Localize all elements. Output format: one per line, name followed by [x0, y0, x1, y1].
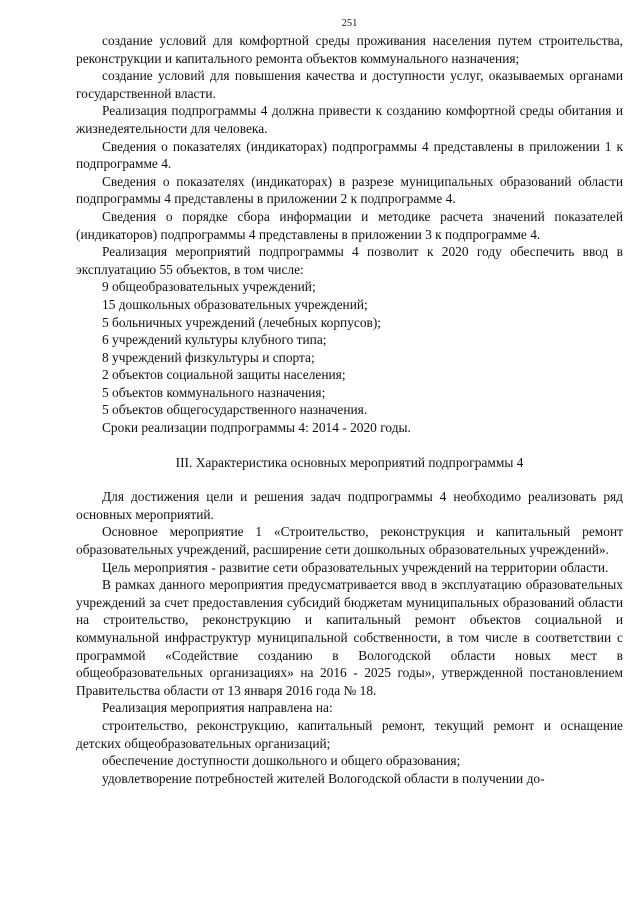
paragraph: Сведения о показателях (индикаторах) в разрезе муниципальных образований области подпрограммы 4 представлены в приложении 2 к подпрограмме 4. — [76, 173, 623, 207]
list-item: 5 больничных учреждений (лечебных корпусов); — [102, 314, 382, 330]
list-item: 8 учреждений физкультуры и спорта; — [102, 349, 315, 365]
list-item: 6 учреждений культуры клубного типа; — [102, 332, 327, 348]
list-item: 5 объектов общегосударственного назначения. — [102, 402, 368, 418]
paragraph: Реализация подпрограммы 4 должна привести к созданию комфортной среды обитания и жизнедеятельности для человека. — [76, 103, 623, 136]
paragraph: Реализация мероприятий подпрограммы 4 позволит к 2020 году обеспечить ввод в эксплуатацию 55 объектов, в том числе: — [76, 244, 623, 277]
objects-list — [76, 278, 623, 436]
paragraph: Реализация мероприятия направлена на: — [102, 700, 333, 716]
paragraph: удовлетворение потребностей жителей Вологодской области в получении до- — [102, 770, 545, 786]
paragraph: обеспечение доступности дошкольного и общего образования; — [102, 753, 461, 769]
list-item: 5 объектов коммунального назначения; — [102, 384, 326, 400]
paragraph: Для достижения цели и решения задач подпрограммы 4 необходимо реализовать ряд основных мероприятий. — [76, 489, 623, 522]
paragraph: строительство, реконструкцию, капитальный ремонт, текущий ремонт и оснащение детских общеобразовательных организаций; — [76, 717, 623, 751]
paragraph: Сведения о показателях (индикаторах) подпрограммы 4 представлены в приложении 1 к подпрограмме 4. — [76, 138, 623, 172]
paragraph: Сведения о порядке сбора информации и методике расчета значений показателей (индикаторов) подпрограммы 4 представлены в приложении 3 к подпрограмме 4. — [76, 208, 623, 242]
paragraph: создание условий для комфортной среды проживания населения путем строительства, реконструкции и капитального ремонта объектов коммунального назначения; — [76, 33, 623, 66]
list-item: Сроки реализации подпрограммы 4: 2014 - 2020 годы. — [102, 420, 411, 436]
section-heading: III. Характеристика основных мероприятий подпрограммы 4 — [175, 454, 524, 470]
document-page — [76, 18, 623, 787]
page-number: 251 — [341, 18, 358, 29]
paragraph: В рамках данного мероприятия предусматривается ввод в эксплуатацию образовательных учреждений за счет предоставления субсидий бюджетам муниципальных образований области на строительство, реконструкцию и капитальный ремонт объектов социальной и коммунальной инфраструктур муниципальной собственности, в том числе в соответствии с программой «Содействие созданию в Вологодской области новых мест в общеобразовательных организациях» на 2016 - 2025 годы», утвержденной постановлением Правительства области от 13 января 2016 года № 18. — [76, 577, 623, 698]
list-item: 2 объектов социальной защиты населения; — [102, 367, 346, 383]
list-item: 9 общеобразовательных учреждений; — [102, 279, 316, 295]
paragraph: Основное мероприятие 1 «Строительство, реконструкция и капитальный ремонт образовательных учреждений, расширение сети дошкольных образовательных учреждений». — [76, 524, 623, 558]
paragraph: создание условий для повышения качества и доступности услуг, оказываемых органами государственной власти. — [76, 68, 623, 101]
list-item: 15 дошкольных образовательных учреждений; — [102, 296, 368, 312]
paragraph: Цель мероприятия - развитие сети образовательных учреждений на территории области. — [102, 559, 609, 575]
